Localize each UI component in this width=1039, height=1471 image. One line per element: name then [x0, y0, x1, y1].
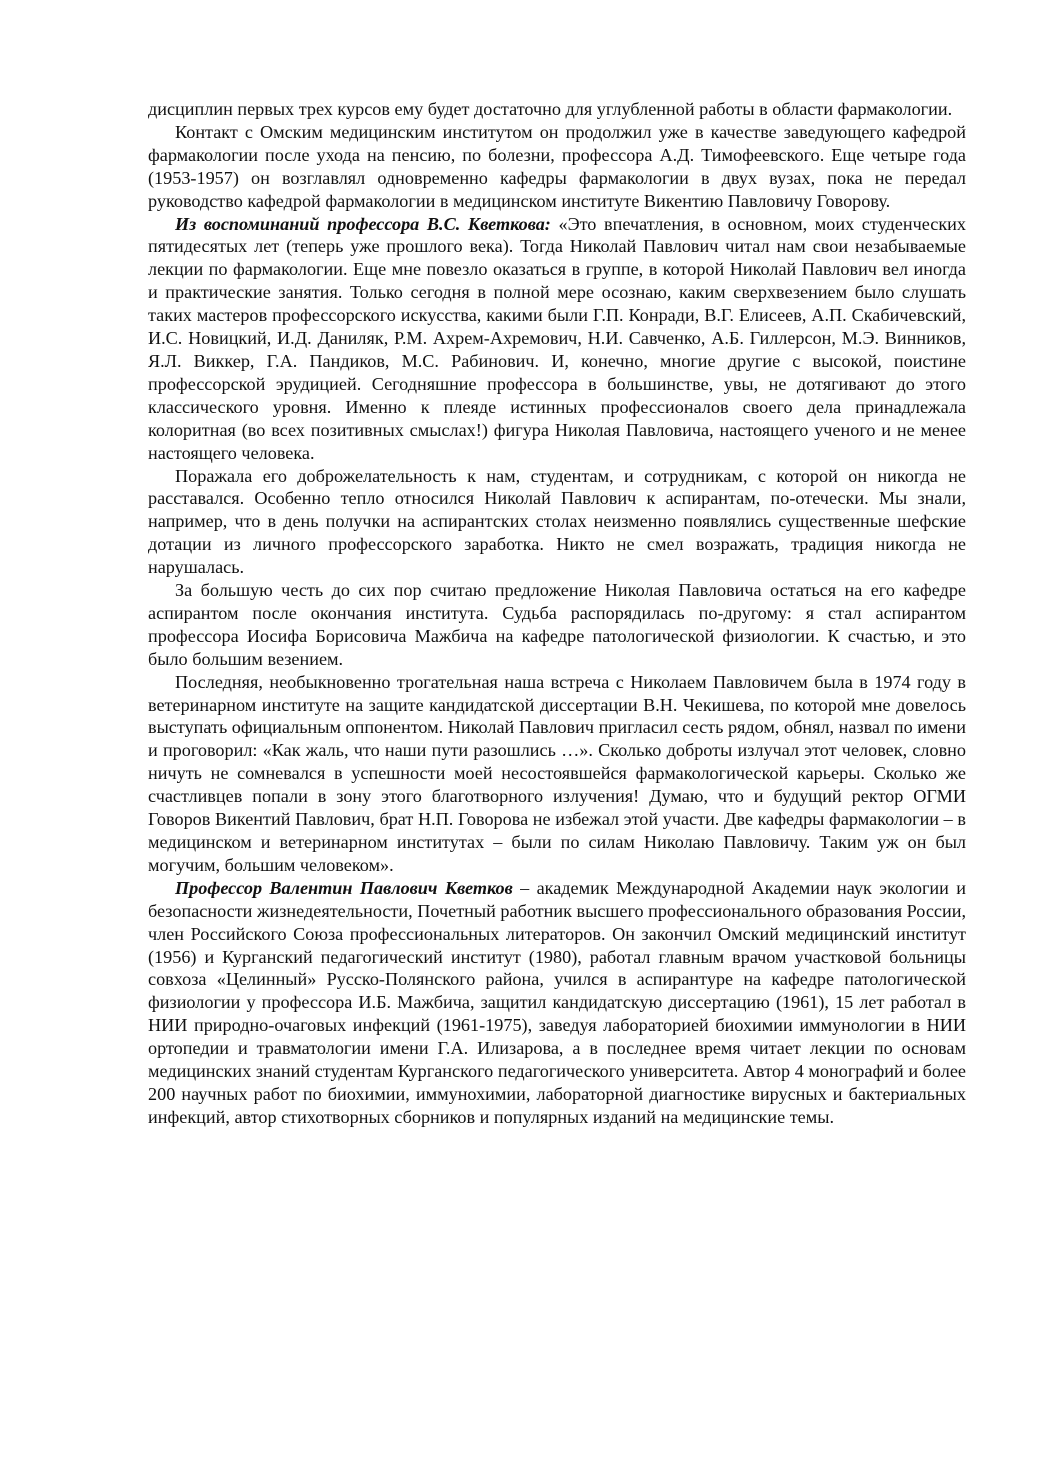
paragraph-kvetkov-memoir [148, 213, 966, 465]
paragraph-text: дисциплин первых трех курсов ему будет достаточно для углубленной работы в области фармакологии. [148, 99, 953, 119]
paragraph-lead-in: Из воспоминаний профессора В.С. Кветкова: [175, 213, 551, 234]
paragraph-text: – академик Международной Академии наук экологии и безопасности жизнедеятельности, Почетный работник высшего профессионального образования России, член Российского Союза профессиональных литераторов. Он закончил Омский медицинский институт (1956) и Курганский педагогический институт (1980), работал главным врачом участковой больницы совхоза «Целинный» Русско-Полянского района, учился в аспирантуре на кафедре патологической физиологии у профессора И.Б. Мажбича, защитил кандидатскую диссертацию (1961), 15 лет работал в НИИ природно-очаговых инфекций (1961-1975), заведуя лабораторией биохимии иммунологии в НИИ ортопедии и травматологии имени Г.А. Илизарова, а в последнее время читает лекции по основам медицинских знаний студентам Курганского педагогического университета. Автор 4 монографий и более 200 научных работ по биохимии, иммунохимии, лабораторной диагностике вирусных и бактериальных инфекций, автор стихотворных сборников и популярных изданий на медицинские темы. [148, 877, 966, 1127]
paragraph-text: Контакт с Омским медицинским институтом он продолжил уже в качестве заведующего кафедрой фармакологии после ухода на пенсию, по болезни, профессора А.Д. Тимофеевского. Еще четыре года (1953-1957) он возглавлял одновременно кафедры фармакологии в двух вузах, пока не передал руководство кафедрой фармакологии в медицинском институте Викентию Павловичу Говорову. [148, 121, 966, 211]
paragraph-text: «Это впечатления, в основном, моих студенческих пятидесятых лет (теперь уже прошлого века). Тогда Николай Павлович читал нам свои незабываемые лекции по фармакологии. Еще мне повезло оказаться в группе, в которой Николай Павлович вел иногда и практические занятия. Только сегодня в полной мере осознаю, каким сверхвезением было слушать таких мастеров профессорского искусства, какими были Г.П. Конради, В.Г. Елисеев, А.П. Скабичевский, И.С. Новицкий, И.Д. Даниляк, Р.М. Ахрем-Ахремович, Н.И. Савченко, А.Б. Гиллерсон, М.Э. Винников, Я.Л. Виккер, Г.А. Пандиков, М.С. Рабинович. И, конечно, многие другие с высокой, поистине профессорской эрудицией. Сегодняшние профессора в большинстве, увы, не дотягивают до этого классического уровня. Именно к плеяде истинных профессионалов своего дела принадлежала колоритная (во всех позитивных смыслах!) фигура Николая Павловича, настоящего ученого и не менее настоящего человека. [148, 213, 967, 463]
paragraph-kvetkov-bio [148, 877, 966, 1129]
document-page [148, 98, 966, 1129]
paragraph-kindness [148, 465, 966, 580]
paragraph-lead-in: Профессор Валентин Павлович Кветков [175, 877, 513, 898]
paragraph-last-meeting [148, 671, 966, 877]
paragraph-graduate-offer [148, 579, 966, 671]
paragraph-omsk-contact [148, 121, 966, 213]
paragraph-text: За большую честь до сих пор считаю предложение Николая Павловича остаться на его кафедре аспирантом после окончания института. Судьба распорядилась по-другому: я стал аспирантом профессора Иосифа Борисовича Мажбича на кафедре патологической физиологии. К счастью, и это было большим везением. [148, 580, 966, 669]
paragraph-text: Последняя, необыкновенно трогательная наша встреча с Николаем Павловичем была в 1974 году в ветеринарном институте на защите кандидатской диссертации В.Н. Чекишева, по которой мне довелось выступать официальным оппонентом. Николай Павлович пригласил сесть рядом, обнял, назвал по имени и проговорил: «Как жаль, что наши пути разошлись …». Сколько доброты излучал этот человек, словно ничуть не сомневался в успешности моей несостоявшейся фармакологической карьеры. Сколько же счастливцев попали в зону этого благотворного излучения! Думаю, что и будущий ректор ОГМИ Говоров Викентий Павлович, брат Н.П. Говорова не избежал этой участи. Две кафедры фармакологии – в медицинском и ветеринарном институтах – были по силам Николаю Павловичу. Таким уж он был могучим, большим человеком». [148, 671, 966, 875]
paragraph-continuation [148, 98, 966, 121]
paragraph-text: Поражала его доброжелательность к нам, студентам, и сотрудникам, с которой он никогда не расставался. Особенно тепло относился Николай Павлович к аспирантам, по-отечески. Мы знали, например, что в день получки на аспирантских столах неизменно появлялись существенные шефские дотации из личного профессорского заработка. Никто не смел возражать, традиция никогда не нарушалась. [148, 465, 966, 578]
